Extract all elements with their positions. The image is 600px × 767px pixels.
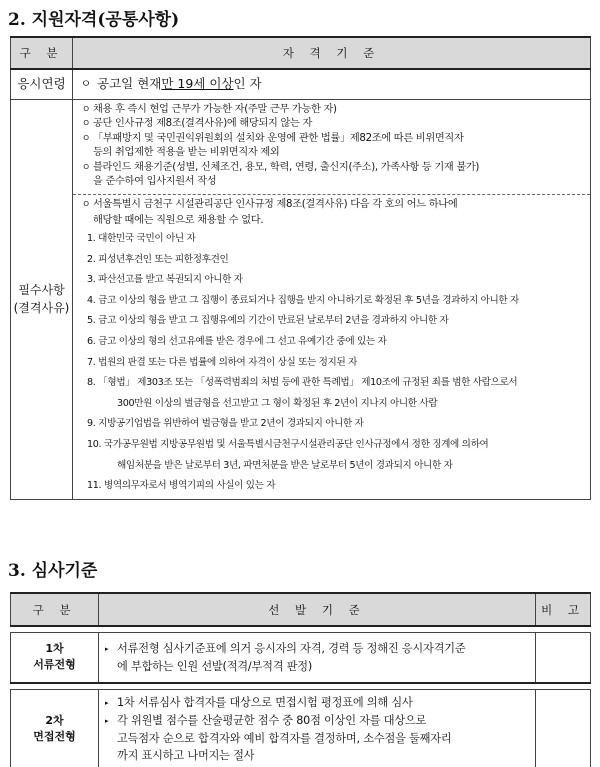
disqualification-item-continued: 300만원 이상의 벌금형을 선고받고 그 형이 확정된 후 2년이 지나지 아니한 사람 [117,397,438,409]
disqualification-item: 3. 파산선고를 받고 복권되지 아니한 자 [87,274,243,286]
list-item: ㅇ 서울특별시 금천구 시설관리공단 인사규정 제8조(결격사유) 다음 각 호의 어느 하나에 [79,197,586,213]
bullet-icon: ㅇ [80,77,92,91]
bullet-icon: ㅇ [81,119,91,130]
header-category: 구 분 [11,37,73,69]
table-row [11,632,591,683]
qualifications-table [10,36,591,500]
table-row [11,689,591,767]
disqualification-item-continued: 해임처분을 받은 날로부터 3년, 파면처분을 받은 날로부터 5년이 경과되지 아니한 자 [117,459,453,471]
disqualification-item: 7. 법원의 판결 또는 다른 법률에 의하여 자격이 상실 또는 정지된 자 [87,356,358,368]
header-criteria: 선 발 기 준 [99,593,536,626]
screening-table [10,592,591,767]
bullet-icon: ㅇ [81,133,91,144]
required-label-line2: (결격사유) [13,301,70,316]
header-remarks: 비 고 [536,593,591,626]
disqualification-item: 4. 금고 이상의 형을 받고 그 집행이 종료되거나 집행을 받지 아니하기로 확정된 후 5년을 경과하지 아니한 자 [87,294,519,306]
disqualification-item: 5. 금고 이상의 형을 받고 그 집행유예의 기간이 만료된 날로부터 2년을 경과하지 아니한 자 [87,315,449,327]
list-item-continued: 해당할 때에는 직원으로 채용할 수 없다. [93,215,264,227]
disqualification-item: 11. 병역의무자로서 병역기피의 사실이 있는 자 [87,480,276,492]
disqualification-rules [73,195,590,499]
section-title-qualifications: 2. 지원자격(공통사항) [8,10,180,30]
list-item: ㅇ 블라인드 채용기준(성별, 신체조건, 용모, 학력, 연령, 출신지(주소), 가족사항 등 기재 불가) [79,161,586,176]
qualifications-table-header [11,37,591,69]
section-title-screening: 3. 심사기준 [8,561,98,581]
list-item: ㅇ 채용 후 즉시 현업 근무가 가능한 자(주말 근무 가능한 자) [79,103,586,118]
list-item-continued: 을 준수하여 입사지원서 작성 [93,176,217,188]
stage-label: 2차 면접전형 [11,689,99,767]
required-label [11,99,73,499]
triangle-bullet-icon: ▸ [105,698,109,707]
disqualification-item: 2. 피성년후견인 또는 피한정후견인 [87,253,229,265]
triangle-bullet-icon: ▸ [105,716,109,725]
age-text-after: 인 자 [233,76,262,92]
age-row [11,69,591,99]
required-criteria [73,99,591,499]
list-item: ㅇ 공단 인사규정 제8조(결격사유)에 해당되지 않는 자 [79,117,586,132]
age-label: 응시연령 [11,69,73,99]
bullet-icon: ㅇ [81,104,91,115]
disqualification-item: 1. 대한민국 국민이 아닌 자 [87,233,196,245]
list-item: ㅇ 「부패방지 및 국민권익위원회의 설치와 운영에 관한 법률」제82조에 따른 비위면직자 [79,132,586,147]
stage-criteria: ▸ 1차 서류심사 합격자를 대상으로 면접시험 평정표에 의해 심사 ▸ 각 위원별 점수를 산술평균한 점수 중 80점 이상인 자를 대상으로 고득점자 순으로 합격자와 예비 합격자를 결정하며, 소수점을 둘째자리 까지 표시하고 나머지는 절사 [99,689,536,767]
list-item-continued: 등의 취업제한 적용을 받는 비위면직자 제외 [93,147,280,159]
required-label-line1: 필수사항 [18,283,65,298]
age-criteria [73,69,591,99]
general-requirements [73,100,590,196]
bullet-icon: ㅇ [81,200,91,211]
stage-label: 1차 서류전형 [11,632,99,683]
stage-criteria: ▸ 서류전형 심사기준표에 의거 응시자의 자격, 경력 등 정해진 응시자격기준 에 부합하는 인원 선발(적격/부적격 판정) [99,632,536,683]
triangle-bullet-icon: ▸ [105,644,109,653]
stage-remarks [536,632,591,683]
required-row [11,99,591,499]
screening-table-header [11,593,591,626]
header-category: 구 분 [11,593,99,626]
disqualification-item: 8. 「형법」 제303조 또는 「성폭력범죄의 처벌 등에 관한 특례법」 제10조에 규정된 죄를 범한 사람으로서 [87,377,518,389]
disqualification-item: 9. 지방공기업법을 위반하여 벌금형을 받고 2년이 경과되지 아니한 자 [87,418,364,430]
age-text-underlined: 만 19세 이상 [161,76,234,92]
header-criteria: 자 격 기 준 [73,37,591,69]
age-text-before: 공고일 현재 [97,76,162,92]
stage-remarks [536,689,591,767]
disqualification-item: 10. 국가공무원법 지방공무원법 및 서울특별시금천구시설관리공단 인사규정에서 정한 징계에 의하여 [87,439,489,450]
bullet-icon: ㅇ [81,162,91,173]
disqualification-item: 6. 금고 이상의 형의 선고유예를 받은 경우에 그 선고 유예기간 중에 있는 자 [87,336,387,348]
